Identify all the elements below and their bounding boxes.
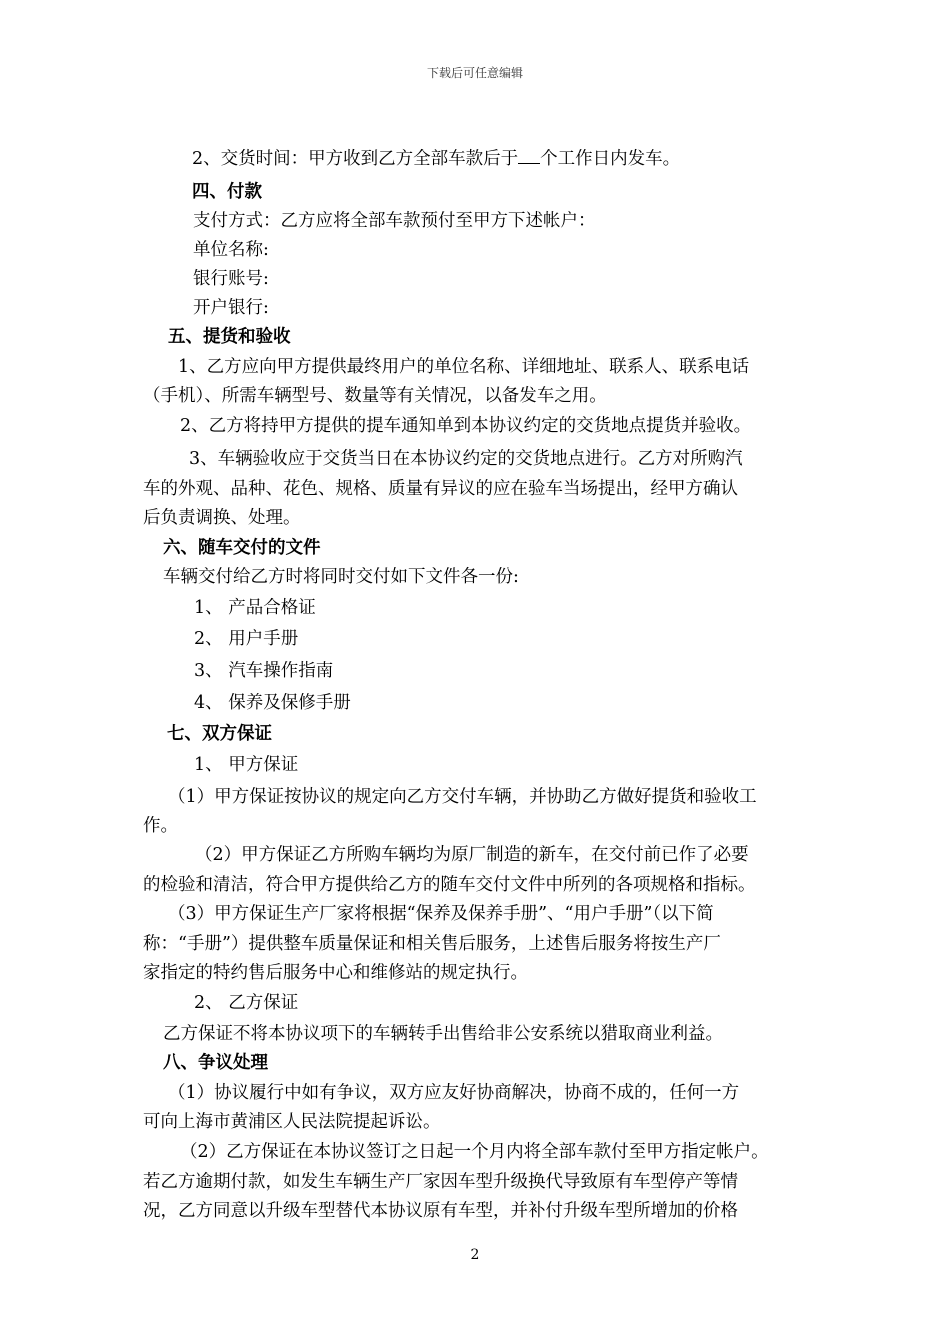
section-heading-8: 八、争议处理 bbox=[163, 1053, 268, 1073]
paragraph-line: 开户银行: bbox=[193, 298, 269, 318]
paragraph-line: 车辆交付给乙方时将同时交付如下文件各一份: bbox=[163, 567, 519, 587]
list-item: 1、 甲方保证 bbox=[194, 755, 299, 775]
section-heading-5: 五、提货和验收 bbox=[168, 327, 291, 347]
section-heading-7: 七、双方保证 bbox=[167, 724, 272, 744]
list-item: 2、 乙方保证 bbox=[194, 993, 299, 1013]
paragraph-line: （1）协议履行中如有争议，双方应友好协商解决，协商不成的，任何一方 bbox=[168, 1083, 740, 1103]
paragraph-line: 银行账号: bbox=[193, 269, 269, 289]
list-item: 1、 产品合格证 bbox=[194, 598, 316, 618]
paragraph-line: 车的外观、品种、花色、规格、质量有异议的应在验车当场提出，经甲方确认 bbox=[143, 479, 738, 499]
paragraph-line: 2、乙方将持甲方提供的提车通知单到本协议约定的交货地点提货并验收。 bbox=[180, 416, 752, 436]
paragraph-line: 的检验和清洁，符合甲方提供给乙方的随车交付文件中所列的各项规格和指标。 bbox=[143, 875, 756, 895]
paragraph-line: 况，乙方同意以升级车型替代本协议原有车型，并补付升级车型所增加的价格 bbox=[143, 1201, 738, 1221]
paragraph-line: 可向上海市黄浦区人民法院提起诉讼。 bbox=[143, 1112, 441, 1132]
paragraph-line: 称：“手册”）提供整车质量保证和相关售后服务，上述售后服务将按生产厂 bbox=[143, 934, 721, 954]
page-number: 2 bbox=[470, 1247, 480, 1263]
text: 2、交货时间：甲方收到乙方全部车款后于 bbox=[192, 149, 519, 169]
paragraph-line: （手机）、所需车辆型号、数量等有关情况，以备发车之用。 bbox=[143, 386, 607, 406]
paragraph-line: 1、乙方应向甲方提供最终用户的单位名称、详细地址、联系人、联系电话 bbox=[178, 357, 750, 377]
page-header: 下载后可任意编辑 bbox=[426, 66, 523, 80]
paragraph-line: 家指定的特约售后服务中心和维修站的规定执行。 bbox=[143, 963, 528, 983]
paragraph-line: 若乙方逾期付款，如发生车辆生产厂家因车型升级换代导致原有车型停产等情 bbox=[143, 1172, 738, 1192]
paragraph-line: （3）甲方保证生产厂家将根据“保养及保养手册”、“用户手册”（以下简 bbox=[168, 904, 714, 924]
paragraph-line: （2）甲方保证乙方所购车辆均为原厂制造的新车，在交付前已作了必要 bbox=[195, 845, 749, 865]
blank-underline bbox=[518, 148, 540, 164]
paragraph-line: 后负责调换、处理。 bbox=[143, 508, 301, 528]
delivery-time-line bbox=[192, 148, 680, 170]
paragraph-line: 单位名称: bbox=[193, 240, 269, 260]
list-item: 2、 用户手册 bbox=[194, 629, 299, 649]
list-item: 4、 保养及保修手册 bbox=[194, 693, 351, 713]
paragraph-line: 乙方保证不将本协议项下的车辆转手出售给非公安系统以猎取商业利益。 bbox=[163, 1024, 723, 1044]
list-item: 3、 汽车操作指南 bbox=[194, 661, 334, 681]
section-heading-4: 四、付款 bbox=[192, 182, 262, 202]
paragraph-line: 支付方式：乙方应将全部车款预付至甲方下述帐户： bbox=[193, 211, 596, 231]
section-heading-6: 六、随车交付的文件 bbox=[163, 538, 321, 558]
paragraph-line: （2）乙方保证在本协议签订之日起一个月内将全部车款付至甲方指定帐户。 bbox=[180, 1142, 769, 1162]
text: 个工作日内发车。 bbox=[540, 149, 681, 169]
paragraph-line: 作。 bbox=[143, 816, 178, 836]
paragraph-line: 3、车辆验收应于交货当日在本协议约定的交货地点进行。乙方对所购汽 bbox=[189, 449, 743, 469]
paragraph-line: （1）甲方保证按协议的规定向乙方交付车辆，并协助乙方做好提货和验收工 bbox=[168, 787, 757, 807]
